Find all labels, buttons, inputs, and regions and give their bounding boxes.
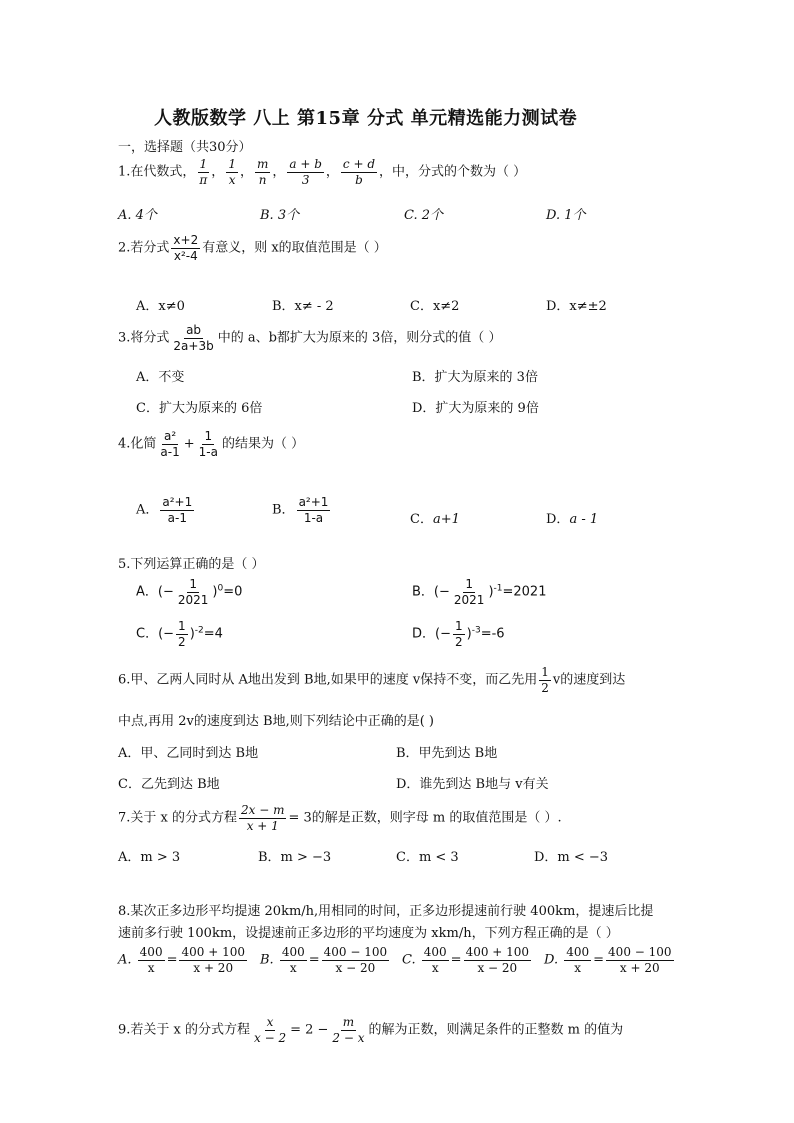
- q7-option-c: C．m < 3: [396, 850, 459, 865]
- q7-option-d: D．m < −3: [534, 850, 609, 865]
- q8-option-b: B. $\frac{400}{x}$ = $\frac{400 - 100}{x - 20}$: [260, 945, 388, 975]
- q6-option-c: C．乙先到达 B地: [118, 777, 220, 792]
- q5-option-d: D．(− $\frac{1}{2}$ )$^{-3}$=-6: [412, 619, 505, 649]
- q3-fraction: $\frac{ab}{2a+3b}$: [173, 323, 214, 353]
- question-8-line-2: 速前多行驶 100km，设提速前正多边形的平均速度为 xkm/h，下列方程正确的是（ ）: [118, 926, 619, 941]
- q6-option-b: B．甲先到达 B地: [396, 746, 498, 761]
- q1-frac-3: $\frac{m}{n}$: [256, 157, 269, 187]
- q1-suffix: ，中，分式的个数为（ ）: [379, 164, 527, 180]
- q2-option-a: A．x≠0: [136, 299, 185, 314]
- q4-fraction-2: $\frac{1}{1-a}$: [198, 429, 218, 459]
- q4-option-b: B． $\frac{\text{a²+1}}{1-a}$: [272, 495, 329, 525]
- q1-frac-1: $\frac{1}{\pi}$: [199, 157, 208, 187]
- q3-option-d: D．扩大为原来的 9倍: [412, 401, 539, 416]
- q1-option-a: A. 4个: [118, 208, 157, 223]
- q6-option-a: A．甲、乙同时到达 B地: [118, 746, 259, 761]
- question-1: 1.在代数式， $\frac{1}{\pi}$ ， $\frac{1}{x}$ ， $\frac{m}{n}$ ， $\frac{a + b}{3}$ ， $\frac{c + d}{b}$ ，中，分式的个数为（ ）: [118, 157, 527, 187]
- q4-option-c: C．a+1: [410, 512, 460, 527]
- q5-option-a: A．(− $\frac{1}{2021}$ )$^0$=0: [136, 577, 243, 607]
- question-3: 3.将分式 $\frac{ab}{2a+3b}$ 中的 a、b都扩大为原来的 3倍，则分式的值（ ）: [118, 323, 502, 353]
- q1-option-c: C. 2个: [404, 208, 444, 223]
- question-6-line-1: 6.甲、乙两人同时从 A地出发到 B地,如果甲的速度 v保持不变，而乙先用 $\frac{1}{2}$ v的速度到达: [118, 665, 626, 695]
- q2-option-d: D．x≠±2: [546, 299, 607, 314]
- q8-option-c: C. $\frac{400}{x}$ = $\frac{400 + 100}{x - 20}$: [402, 945, 530, 975]
- q6-option-d: D．谁先到达 B地与 v有关: [396, 777, 549, 792]
- q8-option-d: D. $\frac{400}{x}$ = $\frac{400 - 100}{x + 20}$: [544, 945, 672, 975]
- q2-option-b: B．x≠ - 2: [272, 299, 334, 314]
- q1-frac-5: $\frac{c + d}{b}$: [342, 157, 376, 187]
- question-7: 7.关于 x 的分式方程 $\frac{2x - m}{x + 1}$ = 3的解是正数，则字母 m 的取值范围是（ ）.: [118, 803, 562, 833]
- question-9: 9.若关于 x 的分式方程 $\frac{x}{x - 2}$ = 2 − $\frac{m}{2 - x}$ 的解为正数，则满足条件的正整数 m 的值为: [118, 1015, 624, 1045]
- page-title: 人教版数学 八上 第15章 分式 单元精选能力测试卷: [154, 108, 578, 129]
- q7-option-a: A．m > 3: [118, 850, 181, 865]
- question-8-line-1: 8.某次正多边形平均提速 20km/h,用相同的时间，正多边形提速前行驶 400km，提速后比提: [118, 904, 654, 919]
- q2-fraction: $\frac{x+2}{\text{x²-4}}$: [173, 233, 199, 263]
- q4-option-a: A． $\frac{\text{a²+1}}{a-1}$: [136, 495, 193, 525]
- q1-frac-4: $\frac{a + b}{3}$: [289, 157, 322, 187]
- q3-option-a: A．不变: [136, 370, 185, 385]
- q4-option-d: D．a - 1: [546, 512, 599, 527]
- q2-option-c: C．x≠2: [410, 299, 460, 314]
- question-6-line-2: 中点,再用 2v的速度到达 B地,则下列结论中正确的是( ): [118, 714, 434, 729]
- q3-option-c: C．扩大为原来的 6倍: [136, 401, 263, 416]
- q1-option-b: B. 3个: [260, 208, 300, 223]
- q5-option-b: B．(− $\frac{1}{2021}$ )$^{-1}$=2021: [412, 577, 547, 607]
- question-4: 4.化简 $\frac{\text{a²}}{a-1}$ + $\frac{1}{1-a}$ 的结果为（ ）: [118, 429, 305, 459]
- q8-option-a: A. $\frac{400}{x}$ = $\frac{400 + 100}{x + 20}$: [118, 945, 245, 975]
- q1-prefix: 1.在代数式，: [118, 164, 196, 180]
- q1-frac-2: $\frac{1}{x}$: [228, 157, 236, 187]
- question-5: 5.下列运算正确的是（ ）: [118, 557, 265, 572]
- q1-option-d: D. 1个: [546, 208, 586, 223]
- q5-option-c: C．(− $\frac{1}{2}$ )$^{-2}$=4: [136, 619, 223, 649]
- question-2: 2.若分式 $\frac{x+2}{\text{x²-4}}$ 有意义，则 x的取值范围是（ ）: [118, 233, 387, 263]
- section-heading: 一，选择题（共30分）: [118, 140, 252, 155]
- q4-fraction-1: $\frac{\text{a²}}{a-1}$: [160, 429, 180, 459]
- q3-option-b: B．扩大为原来的 3倍: [412, 370, 538, 385]
- q7-option-b: B．m > −3: [258, 850, 332, 865]
